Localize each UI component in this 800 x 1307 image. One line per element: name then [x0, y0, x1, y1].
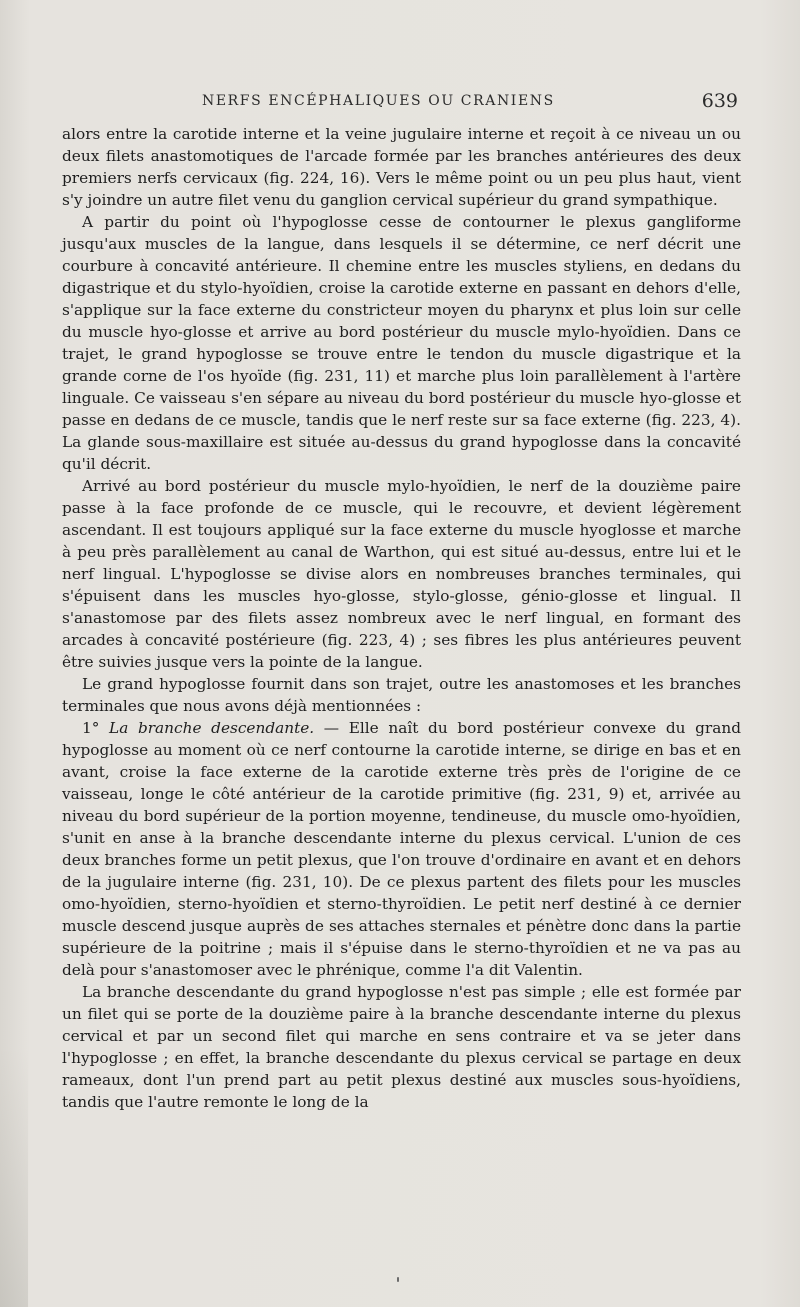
page-number: 639 [701, 90, 738, 112]
section-text: — Elle naît du bord postérieur convexe du grand hypoglosse au moment où ce nerf contourne la carotide interne, se dirige en bas et en avant, croise la face externe de la carotide externe très près de l'origine de ce vaisseau, longe le côté antérieur de la carotide primitive (fig. 231, 9) et, arrivée au niveau du bord supérieur de la portion moyenne, tendineuse, du muscle omo-hyoïdien, s'unit en anse à la branche descendante interne du plexus cervical. L'union de ces deux branches forme un petit plexus, que l'on trouve d'ordinaire en avant et en dehors de la jugulaire interne (fig. 231, 10). De ce plexus partent des filets pour les muscles omo-hyoïdien, sterno-hyoïdien et sterno-thyroïdien. Le petit nerf destiné à ce dernier muscle descend jusque auprès de ses attaches sternales et pénètre donc dans la partie supérieure de la poitrine ; mais il s'épuise dans le sterno-thyroïdien et ne va pas au delà pour s'anastomoser avec le phrénique, comme l'a dit Valentin. [62, 719, 741, 979]
body-text [62, 123, 741, 1113]
paragraph: Arrivé au bord postérieur du muscle mylo-hyoïdien, le nerf de la douzième paire passe à la face profonde de ce muscle, qui le recouvre, et devient légèrement ascendant. Il est toujours appliqué sur la face externe du muscle hyoglosse et marche à peu près parallèlement au canal de Warthon, qui est situé au-dessus, entre lui et le nerf lingual. L'hypoglosse se divise alors en nombreuses branches terminales, qui s'épuisent dans les muscles hyo-glosse, stylo-glosse, génio-glosse et lingual. Il s'anastomose par des filets assez nombreux avec le nerf lingual, en formant des arcades à concavité postérieure (fig. 223, 4) ; ses fibres les plus antérieures peuvent être suivies jusque vers la pointe de la langue. [62, 477, 741, 671]
page-edge-shadow [0, 1047, 28, 1307]
paragraph: Le grand hypoglosse fournit dans son trajet, outre les anastomoses et les branches terminales que nous avons déjà mentionnées : [62, 675, 741, 715]
paragraph: La branche descendante du grand hypoglosse n'est pas simple ; elle est formée par un filet qui se porte de la douzième paire à la branche descendante interne du plexus cervical et par un second filet qui marche en sens contraire et va se jeter dans l'hypoglosse ; en effet, la branche descendante du plexus cervical se partage en deux rameaux, dont l'un prend part au petit plexus destiné aux muscles sous-hyoïdiens, tandis que l'autre remonte le long de la [62, 983, 741, 1111]
print-speck [397, 1277, 399, 1282]
page-header [62, 90, 740, 119]
section-title: La branche descendante. [109, 719, 315, 737]
paragraph: A partir du point où l'hypoglosse cesse de contourner le plexus gangliforme jusqu'aux muscles de la langue, dans lesquels il se détermine, ce nerf décrit une courbure à concavité antérieure. Il chemine entre les muscles styliens, en dedans du digastrique et du stylo-hyoïdien, croise la carotide externe en passant en dehors d'elle, s'applique sur la face externe du constricteur moyen du pharynx et plus loin sur celle du muscle hyo-glosse et arrive au bord postérieur du muscle mylo-hyoïdien. Dans ce trajet, le grand hypoglosse se trouve entre le tendon du muscle digastrique et la grande corne de l'os hyoïde (fig. 231, 11) et marche plus loin parallèlement à l'artère linguale. Ce vaisseau s'en sépare au niveau du bord postérieur du muscle hyo-glosse et passe en dedans de ce muscle, tandis que le nerf reste sur sa face externe (fig. 223, 4). La glande sous-maxillaire est située au-dessus du grand hypoglosse dans la concavité qu'il décrit. [62, 213, 741, 473]
section-number: 1° [82, 719, 110, 737]
running-head: NERFS ENCÉPHALIQUES OU CRANIENS [202, 93, 555, 109]
paragraph-section-heading [62, 717, 741, 981]
paragraph: alors entre la carotide interne et la veine jugulaire interne et reçoit à ce niveau un ou deux filets anastomotiques de l'arcade formée par les branches antérieures des deux premiers nerfs cervicaux (fig. 224, 16). Vers le même point ou un peu plus haut, vient s'y joindre un autre filet venu du ganglion cervical supérieur du grand sympathique. [62, 125, 741, 209]
